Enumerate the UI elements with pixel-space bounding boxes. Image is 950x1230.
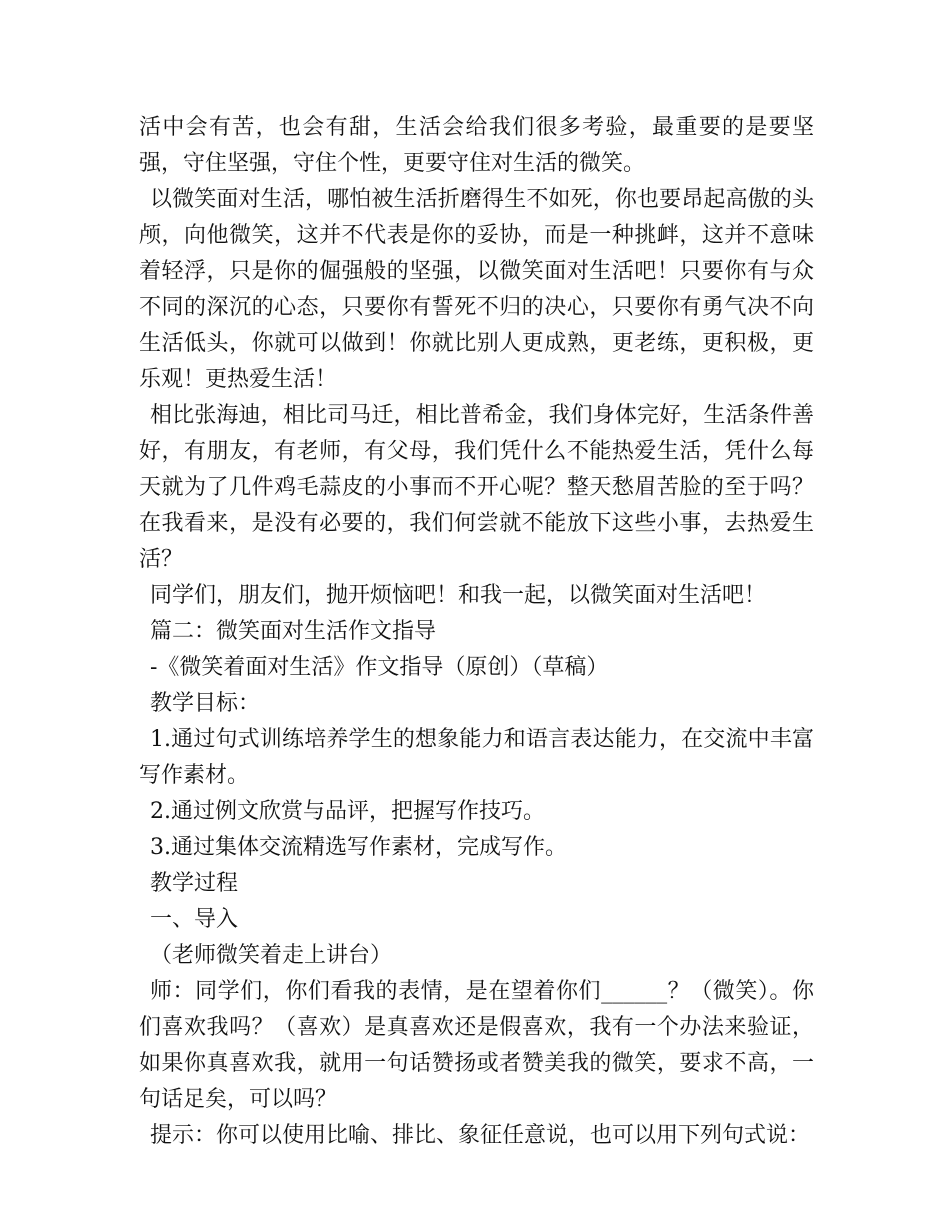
paragraph-2: 以微笑面对生活，哪怕被生活折磨得生不如死，你也要昂起高傲的头颅，向他微笑，这并不代表是你的妥协，而是一种挑衅，这并不意味着轻浮，只是你的倔强般的坚强，以微笑面对生活吧！只要你有与众不同的深沉的心态，只要你有誓死不归的决心，只要你有勇气决不向生活低头，你就可以做到！你就比别人更成熟，更老练，更积极，更乐观！更热爱生活！ [139,187,814,392]
section-heading: 篇二：微笑面对生活作文指导 [150,619,437,644]
process-heading: 教学过程 [150,871,239,896]
objectives-heading: 教学目标： [150,691,261,716]
hint-paragraph: 提示：你可以使用比喻、排比、象征任意说，也可以用下列句式说： [150,1123,811,1148]
paragraph-4: 同学们，朋友们，抛开烦恼吧！和我一起，以微笑面对生活吧！ [150,583,767,608]
objective-item-3: 3.通过集体交流精选写作素材，完成写作。 [150,835,567,860]
step-heading-intro: 一、导入 [150,907,239,932]
document-body [139,110,814,1154]
paragraph-1: 活中会有苦，也会有甜，生活会给我们很多考验，最重要的是要坚强，守住坚强，守住个性，更要守住对生活的微笑。 [139,115,814,176]
paragraph-3: 相比张海迪，相比司马迁，相比普希金，我们身体完好，生活条件善好，有朋友，有老师，有父母，我们凭什么不能热爱生活，凭什么每天就为了几件鸡毛蒜皮的小事而不开心呢？整天愁眉苦脸的至于吗？在我看来，是没有必要的，我们何尝就不能放下这些小事，去热爱生活？ [139,403,814,572]
objective-item-2: 2.通过例文欣赏与品评，把握写作技巧。 [150,799,545,824]
stage-direction: （老师微笑着走上讲台） [150,943,393,968]
section-subtitle: -《微笑着面对生活》作文指导（原创）（草稿） [150,655,609,680]
teacher-dialogue: 师：同学们，你们看我的表情，是在望着你们______？（微笑）。你们喜欢我吗？（喜欢）是真喜欢还是假喜欢，我有一个办法来验证，如果你真喜欢我，就用一句话赞扬或者赞美我的微笑，要求不高，一句话足矣，可以吗？ [139,979,814,1112]
objective-item-1: 1.通过句式训练培养学生的想象能力和语言表达能力，在交流中丰富写作素材。 [139,727,814,788]
